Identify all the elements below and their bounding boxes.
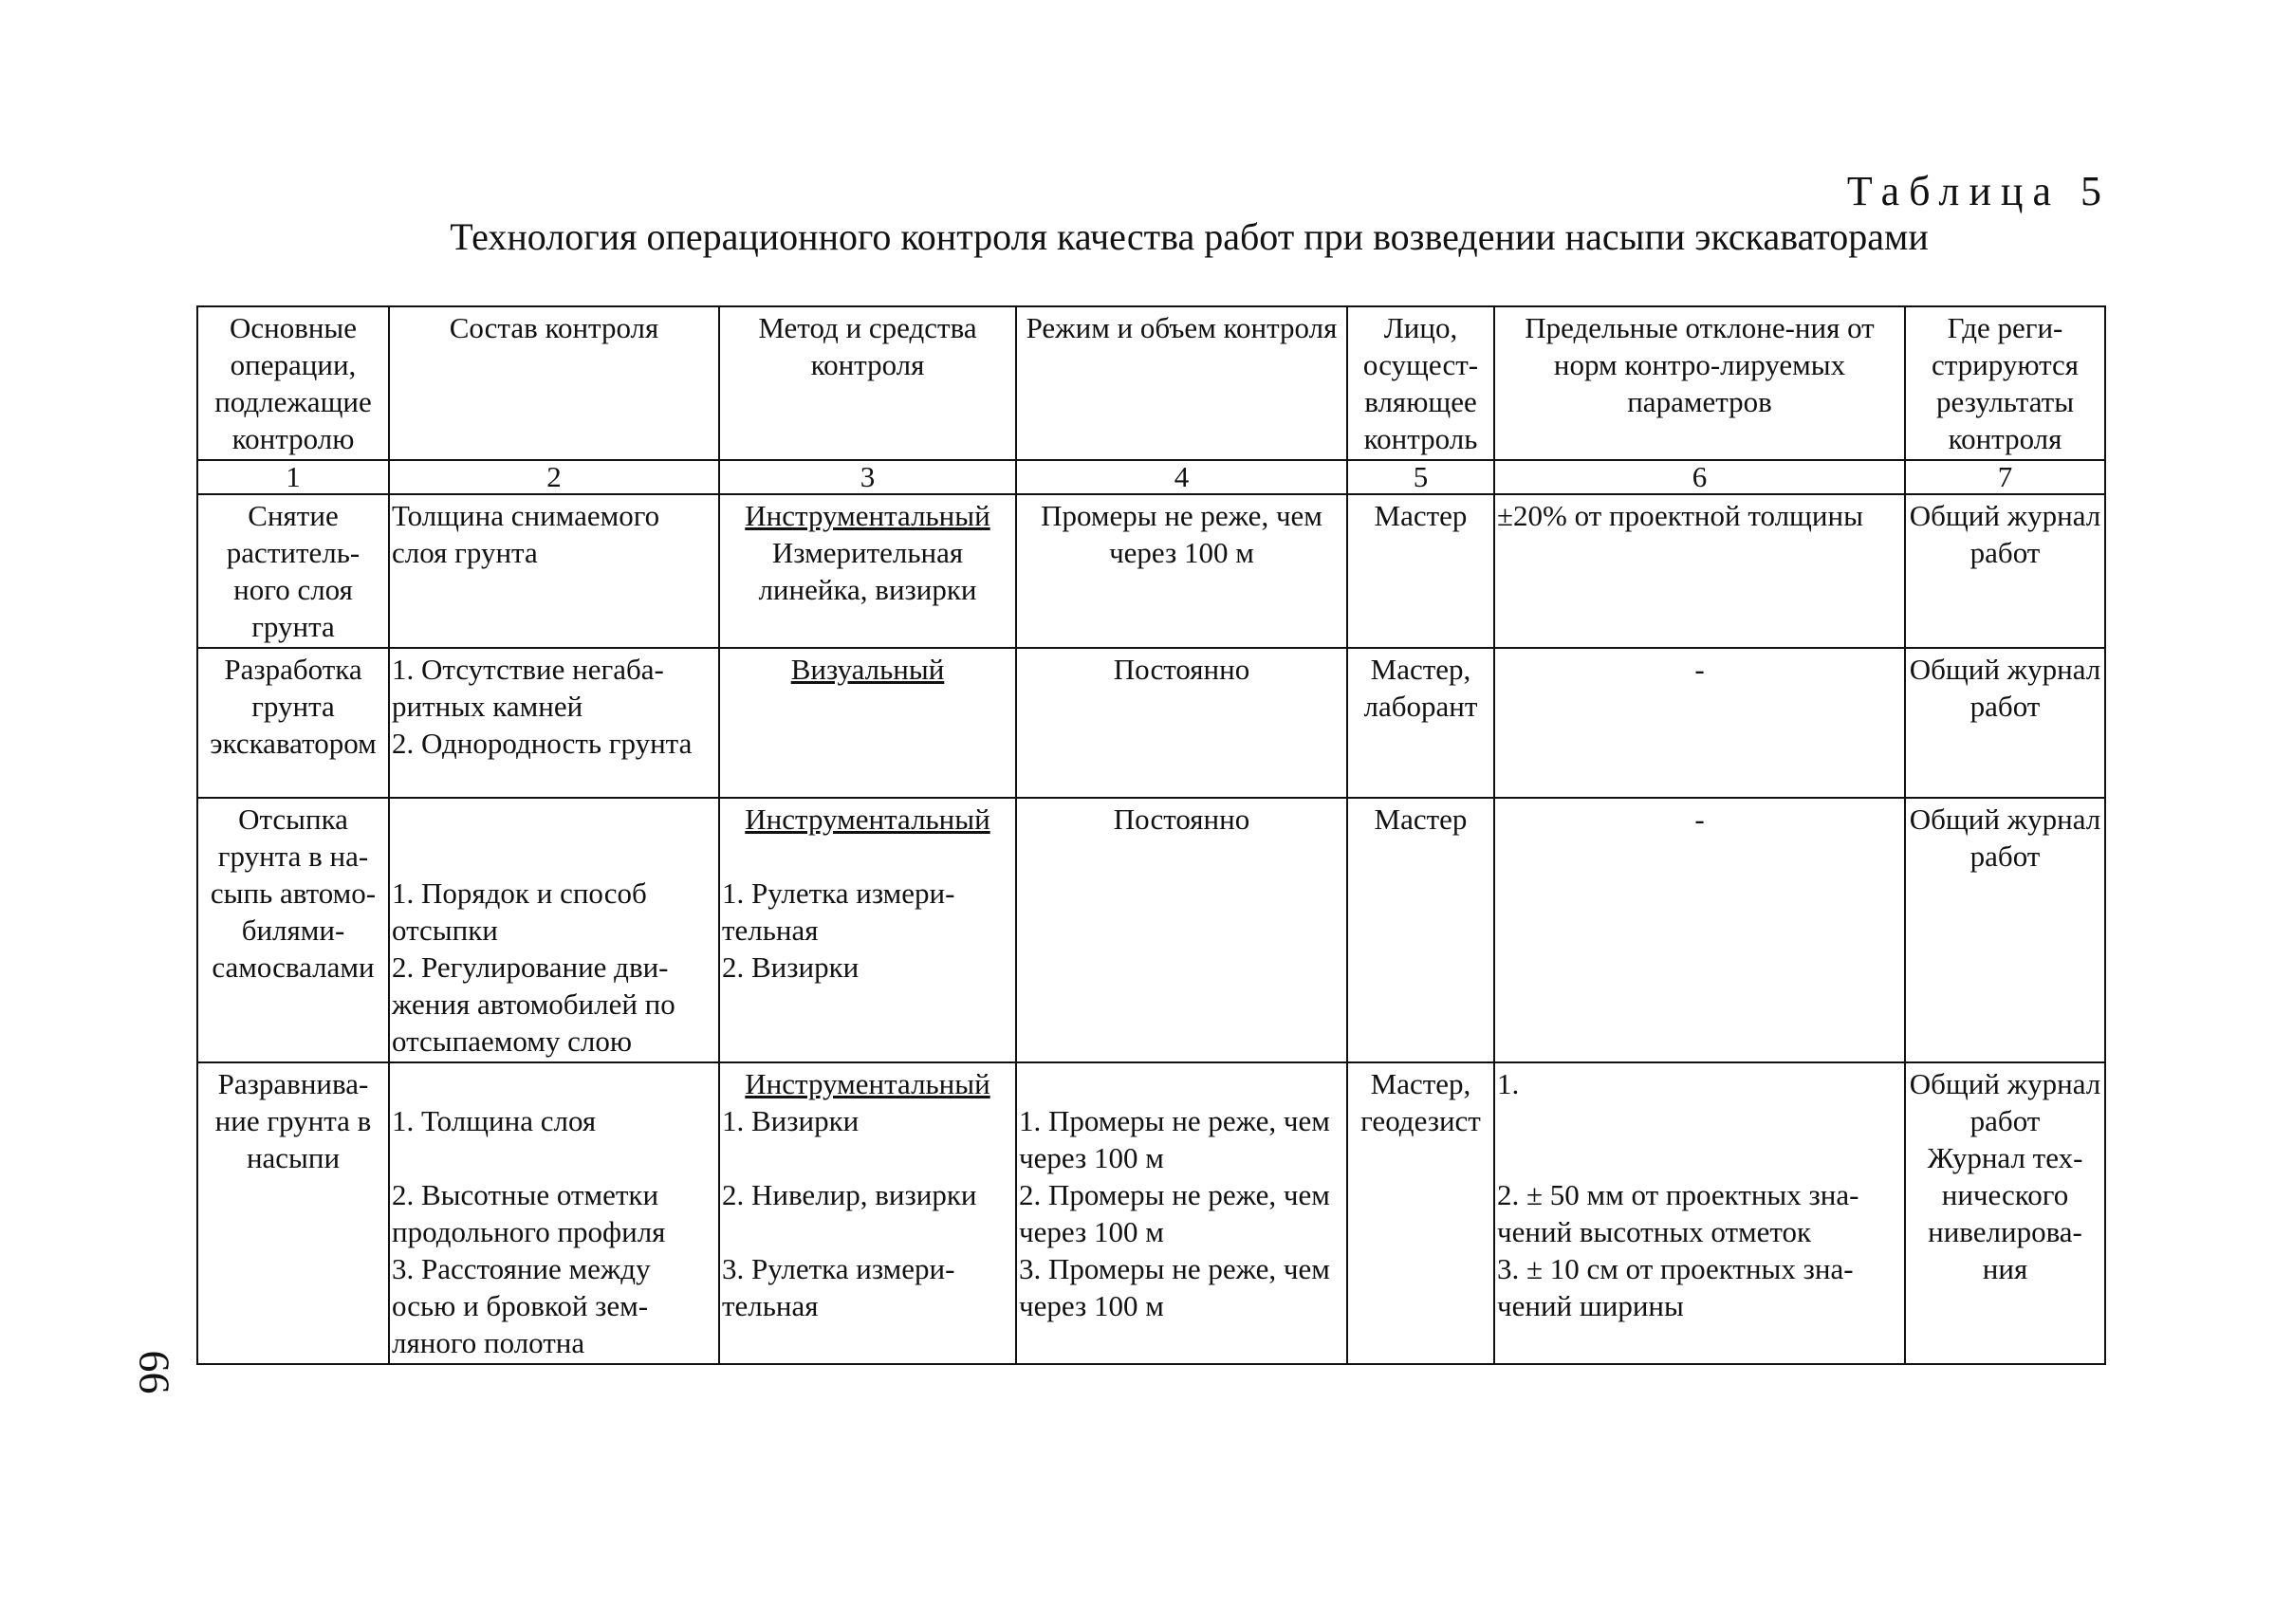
deviation-item: 1. (1497, 1067, 1520, 1100)
method-type: Инструментальный (745, 803, 990, 836)
operation-cell: Отсыпка грунта в на-сыпь автомо-билями-самосвалами (197, 798, 389, 1062)
column-number: 4 (1016, 460, 1347, 494)
record-item: Общий журнал работ (1909, 1067, 2101, 1137)
table-row (197, 648, 2105, 798)
method-tool: 1. Визирки (722, 1104, 860, 1137)
column-header: Режим и объем контроля (1016, 306, 1347, 460)
person-cell: Мастер (1347, 798, 1494, 1062)
method-type: Инструментальный (745, 499, 990, 532)
composition-item: Толщина снимаемого слоя грунта (392, 499, 660, 569)
deviation-item: 3. ± 10 см от проектных зна-чений ширины (1497, 1252, 1854, 1322)
person-cell: Мастер, лаборант (1347, 648, 1494, 798)
composition-item: 1. Толщина слоя (392, 1104, 597, 1137)
column-number: 6 (1494, 460, 1905, 494)
mode-item: 3. Промеры не реже, чем через 100 м (1019, 1252, 1330, 1322)
method-type: Визуальный (790, 653, 945, 686)
column-number: 1 (197, 460, 389, 494)
method-type: Инструментальный (745, 1067, 990, 1100)
record-cell (1905, 798, 2105, 1062)
column-number: 3 (719, 460, 1016, 494)
composition-item: 3. Расстояние между осью и бровкой зем-ляного полотна (392, 1252, 651, 1359)
mode-cell (1016, 494, 1347, 648)
method-cell (719, 494, 1016, 648)
person-cell: Мастер (1347, 494, 1494, 648)
table-label: Таблица 5 (1846, 168, 2111, 214)
operation-cell: Снятие раститель-ного слоя грунта (197, 494, 389, 648)
table-row (197, 798, 2105, 1062)
person-cell: Мастер, геодезист (1347, 1062, 1494, 1364)
method-tool: Измерительная линейка, визирки (758, 536, 977, 606)
deviation-item: 2. ± 50 мм от проектных зна-чений высотных отметок (1497, 1178, 1859, 1248)
column-header: Предельные отклоне-ния от норм контро-лируемых параметров (1494, 306, 1905, 460)
deviation-item: - (1694, 653, 1705, 686)
column-header: Состав контроля (389, 306, 719, 460)
deviation-item: - (1694, 803, 1705, 836)
header-row (197, 306, 2105, 460)
mode-cell (1016, 798, 1347, 1062)
record-cell (1905, 648, 2105, 798)
mode-cell (1016, 648, 1347, 798)
method-tool: 1. Рулетка измери-тельная (722, 877, 955, 947)
record-item: Общий журнал работ (1909, 803, 2101, 873)
composition-item: 2. Высотные отметки продольного профиля (392, 1178, 666, 1248)
method-tool: 2. Нивелир, визирки (722, 1178, 977, 1211)
control-table (196, 305, 2106, 1365)
column-header: Основные операции, подлежащие контролю (197, 306, 389, 460)
mode-item: 2. Промеры не реже, чем через 100 м (1019, 1178, 1330, 1248)
record-item: Общий журнал работ (1909, 499, 2101, 569)
composition-item: 1. Отсутствие негаба-ритных камней (392, 653, 664, 723)
composition-item: 2. Однородность грунта (392, 727, 693, 760)
composition-cell (389, 648, 719, 798)
deviation-item: ±20% от проектной толщины (1497, 499, 1863, 532)
mode-item: Постоянно (1113, 803, 1250, 836)
record-cell (1905, 1062, 2105, 1364)
column-number: 7 (1905, 460, 2105, 494)
deviation-cell (1494, 798, 1905, 1062)
column-number: 5 (1347, 460, 1494, 494)
table-title: Технология операционного контроля качества работ при возведении насыпи экскаваторами (450, 215, 1929, 258)
deviation-cell (1494, 1062, 1905, 1364)
mode-item: 1. Промеры не реже, чем через 100 м (1019, 1104, 1330, 1174)
mode-item: Постоянно (1113, 653, 1250, 686)
record-item: Журнал тех-нического нивелирова-ния (1927, 1141, 2083, 1285)
composition-item: 2. Регулирование дви-жения автомобилей по отсыпаемому слою (392, 950, 675, 1058)
method-cell (719, 798, 1016, 1062)
method-tool: 2. Визирки (722, 950, 860, 984)
column-header: Лицо, осущест-вляющее контроль (1347, 306, 1494, 460)
record-cell (1905, 494, 2105, 648)
method-cell (719, 648, 1016, 798)
column-number-row (197, 460, 2105, 494)
page-number: 66 (130, 1350, 179, 1394)
composition-item: 1. Порядок и способ отсыпки (392, 877, 647, 947)
record-item: Общий журнал работ (1909, 653, 2101, 723)
operation-cell: Разработка грунта экскаватором (197, 648, 389, 798)
column-header: Где реги-стрируются результаты контроля (1905, 306, 2105, 460)
mode-item: Промеры не реже, чем через 100 м (1041, 499, 1322, 569)
table-row (197, 1062, 2105, 1364)
mode-cell (1016, 1062, 1347, 1364)
composition-cell (389, 1062, 719, 1364)
method-tool: 3. Рулетка измери-тельная (722, 1252, 955, 1322)
composition-cell (389, 798, 719, 1062)
deviation-cell (1494, 494, 1905, 648)
column-number: 2 (389, 460, 719, 494)
method-cell (719, 1062, 1016, 1364)
composition-cell (389, 494, 719, 648)
deviation-cell (1494, 648, 1905, 798)
column-header: Метод и средства контроля (719, 306, 1016, 460)
table-row (197, 494, 2105, 648)
operation-cell: Разравнива-ние грунта в насыпи (197, 1062, 389, 1364)
